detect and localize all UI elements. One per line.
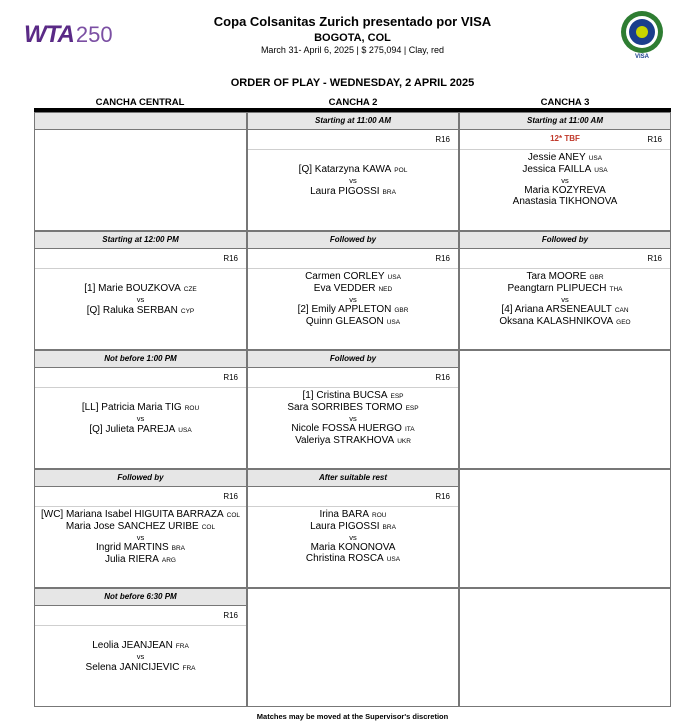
player-country: USA bbox=[387, 274, 401, 281]
round-row bbox=[35, 368, 246, 388]
tournament-city: BOGOTA, COL bbox=[314, 32, 391, 44]
player-line bbox=[460, 284, 670, 296]
player-line bbox=[248, 436, 458, 448]
player-name: Jessie ANEY bbox=[527, 152, 586, 163]
player-name: [1] Cristina BUCSA bbox=[302, 390, 388, 401]
vs-label: vs bbox=[349, 414, 357, 423]
player-name: Laura PIGOSSI bbox=[310, 186, 380, 197]
round-row bbox=[35, 606, 246, 626]
match-cell bbox=[247, 112, 459, 231]
court-central-header: CANCHA CENTRAL bbox=[95, 97, 185, 108]
match-players bbox=[248, 388, 458, 447]
player-name: Maria KONONOVA bbox=[310, 542, 396, 553]
match-cell bbox=[34, 350, 247, 469]
time-header bbox=[35, 113, 246, 130]
player-country: UKR bbox=[397, 437, 411, 445]
player-country: COL bbox=[226, 512, 240, 519]
vs-label: vs bbox=[561, 295, 569, 304]
player-name: [LL] Patricia Maria TIG bbox=[81, 402, 182, 413]
vs-label: vs bbox=[561, 176, 569, 185]
player-line bbox=[248, 522, 458, 534]
player-name: Valeriya STRAKHOVA bbox=[295, 434, 395, 446]
tournament-title: Copa Colsanitas Zurich presentado por VISA bbox=[213, 14, 492, 29]
player-country: CZE bbox=[183, 286, 197, 293]
player-country: GEO bbox=[616, 318, 631, 326]
round-label: R16 bbox=[435, 373, 450, 382]
tbf-label: 12* TBF bbox=[550, 134, 580, 143]
player-name: Eva VEDDER bbox=[313, 282, 376, 294]
player-country: FRA bbox=[182, 665, 196, 672]
player-country: NED bbox=[378, 285, 393, 293]
round-label: R16 bbox=[223, 492, 238, 501]
player-name: [2] Emily APPLETON bbox=[297, 304, 392, 315]
match-cell bbox=[34, 112, 247, 231]
player-name: [4] Ariana ARSENEAULT bbox=[501, 304, 612, 315]
player-name: Ingrid MARTINS bbox=[96, 542, 169, 553]
player-line bbox=[35, 402, 246, 414]
round-row bbox=[248, 368, 458, 388]
player-name: Laura PIGOSSI bbox=[310, 520, 380, 532]
player-country: CYP bbox=[180, 308, 195, 315]
player-line bbox=[248, 554, 458, 566]
time-header: Not before 1:00 PM bbox=[35, 351, 246, 368]
player-country: CAN bbox=[614, 307, 629, 314]
footer-note: Matches may be moved at the Supervisor's discretion bbox=[256, 712, 449, 721]
player-line bbox=[248, 164, 458, 176]
round-label: R16 bbox=[435, 492, 450, 501]
player-line bbox=[460, 317, 670, 329]
player-country: BRA bbox=[382, 523, 396, 531]
player-name: [Q] Katarzyna KAWA bbox=[298, 164, 392, 175]
time-header: After suitable rest bbox=[248, 470, 458, 487]
time-header: Followed by bbox=[248, 232, 458, 249]
schedule-grid bbox=[34, 112, 671, 707]
player-name: Maria KOZYREVA bbox=[524, 185, 606, 196]
match-cell bbox=[459, 350, 671, 469]
player-name: Anastasia TIKHONOVA bbox=[512, 195, 618, 207]
match-players bbox=[248, 507, 458, 565]
player-name: Carmen CORLEY bbox=[305, 271, 385, 282]
player-country: BRA bbox=[171, 545, 185, 552]
round-row bbox=[248, 487, 458, 507]
player-country: USA bbox=[386, 318, 401, 326]
match-cell bbox=[247, 469, 459, 588]
match-cell bbox=[459, 112, 671, 231]
player-country: COL bbox=[201, 523, 216, 531]
round-label: R16 bbox=[223, 373, 238, 382]
round-row bbox=[35, 487, 246, 507]
court-3-header: CANCHA 3 bbox=[540, 97, 590, 108]
player-name: Christina ROSCA bbox=[305, 552, 384, 564]
player-line bbox=[35, 522, 246, 534]
vs-label: vs bbox=[136, 652, 145, 661]
player-line bbox=[248, 403, 458, 415]
vs-label: vs bbox=[136, 414, 145, 423]
player-country: ESP bbox=[405, 404, 419, 412]
player-country: GBR bbox=[394, 307, 409, 314]
player-line bbox=[248, 186, 458, 198]
player-name: [Q] Raluka SERBAN bbox=[86, 305, 178, 316]
round-label: R16 bbox=[435, 254, 450, 263]
vs-label: vs bbox=[136, 295, 145, 304]
vs-label: vs bbox=[349, 295, 357, 304]
player-line bbox=[35, 662, 246, 674]
player-country: ROU bbox=[372, 512, 387, 519]
player-line bbox=[248, 284, 458, 296]
player-country: USA bbox=[594, 166, 608, 174]
time-header: Followed by bbox=[35, 470, 246, 487]
round-label: R16 bbox=[435, 135, 450, 144]
time-header: Followed by bbox=[460, 232, 670, 249]
player-name: Irina BARA bbox=[319, 509, 369, 520]
time-header: Starting at 12:00 PM bbox=[35, 232, 246, 249]
match-cell bbox=[459, 588, 671, 707]
match-cell bbox=[247, 231, 459, 350]
tournament-seal-logo bbox=[620, 10, 664, 54]
round-label: R16 bbox=[223, 611, 238, 620]
time-header: Not before 6:30 PM bbox=[35, 589, 246, 606]
round-row bbox=[35, 249, 246, 269]
match-cell bbox=[459, 469, 671, 588]
player-country: USA bbox=[386, 555, 401, 563]
match-cell bbox=[247, 350, 459, 469]
round-row bbox=[248, 130, 458, 150]
player-line bbox=[35, 640, 246, 652]
player-line bbox=[460, 165, 670, 177]
player-name: [1] Marie BOUZKOVA bbox=[84, 283, 181, 294]
player-line bbox=[35, 305, 246, 317]
player-country: ITA bbox=[404, 426, 415, 433]
player-country: GBR bbox=[589, 274, 604, 281]
player-name: Maria Jose SANCHEZ URIBE bbox=[65, 520, 199, 532]
player-name: Quinn GLEASON bbox=[305, 315, 384, 327]
round-row bbox=[460, 249, 670, 269]
player-name: Julia RIERA bbox=[105, 553, 159, 565]
round-label: R16 bbox=[647, 254, 662, 263]
player-country: USA bbox=[178, 427, 192, 434]
player-line bbox=[460, 197, 670, 208]
match-cell bbox=[34, 469, 247, 588]
player-country: ESP bbox=[390, 393, 404, 400]
match-players bbox=[460, 269, 670, 328]
time-header: Starting at 11:00 AM bbox=[460, 113, 670, 130]
match-players bbox=[248, 269, 458, 328]
match-players bbox=[35, 626, 246, 674]
match-players bbox=[35, 269, 246, 317]
player-line bbox=[35, 424, 246, 436]
match-cell bbox=[247, 588, 459, 707]
player-line bbox=[35, 555, 246, 567]
player-name: [WC] Mariana Isabel HIGUITA BARRAZA bbox=[40, 509, 224, 520]
player-name: Leolia JEANJEAN bbox=[92, 640, 173, 651]
time-header: Starting at 11:00 AM bbox=[248, 113, 458, 130]
match-players bbox=[35, 507, 246, 566]
player-country: FRA bbox=[175, 643, 189, 650]
round-label: R16 bbox=[647, 135, 662, 144]
player-name: Jessica FAILLA bbox=[522, 163, 592, 175]
player-country: ARG bbox=[161, 556, 176, 564]
player-line bbox=[35, 283, 246, 295]
player-name: Peangtarn PLIPUECH bbox=[507, 282, 607, 294]
player-country: POL bbox=[394, 167, 408, 174]
player-country: ROU bbox=[184, 405, 200, 412]
time-header: Followed by bbox=[248, 351, 458, 368]
player-country: THA bbox=[609, 285, 623, 293]
vs-label: vs bbox=[349, 533, 357, 542]
seal-sponsor: VISA bbox=[634, 54, 649, 60]
logo-tier: 250 bbox=[75, 22, 113, 47]
vs-label: vs bbox=[136, 533, 145, 542]
round-label: R16 bbox=[223, 254, 238, 263]
player-name: Nicole FOSSA HUERGO bbox=[291, 423, 402, 434]
player-name: Oksana KALASHNIKOVA bbox=[499, 315, 614, 327]
match-cell bbox=[459, 231, 671, 350]
order-of-play-heading: ORDER OF PLAY - WEDNESDAY, 2 APRIL 2025 bbox=[230, 77, 475, 89]
match-cell bbox=[34, 588, 247, 707]
player-line bbox=[248, 317, 458, 329]
logo-brand: WTA bbox=[24, 21, 74, 48]
round-row bbox=[248, 249, 458, 269]
player-name: [Q] Julieta PAREJA bbox=[89, 424, 176, 435]
match-cell bbox=[34, 231, 247, 350]
player-country: USA bbox=[588, 155, 603, 162]
player-name: Sara SORRIBES TORMO bbox=[287, 401, 403, 413]
match-players bbox=[35, 388, 246, 436]
match-players bbox=[248, 150, 458, 198]
player-name: Selena JANICIJEVIC bbox=[85, 662, 180, 673]
vs-label: vs bbox=[349, 176, 357, 185]
round-row bbox=[460, 130, 670, 150]
player-name: Tara MOORE bbox=[526, 271, 587, 282]
tournament-info: March 31- April 6, 2025 | $ 275,094 | Clay, red bbox=[260, 45, 445, 55]
court-2-header: CANCHA 2 bbox=[328, 97, 378, 108]
player-country: BRA bbox=[382, 189, 396, 196]
match-players bbox=[460, 150, 670, 207]
